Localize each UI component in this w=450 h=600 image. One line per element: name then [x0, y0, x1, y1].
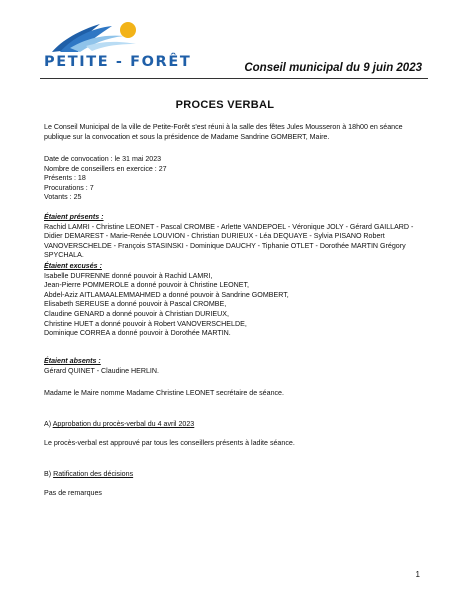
section-a-heading: [44, 420, 416, 430]
logo-swoosh-graphic: [40, 18, 170, 58]
section-a-text: Le procès-verbal est approuvé par tous les conseillers présents à ladite séance.: [44, 438, 295, 447]
section-b-text: Pas de remarques: [44, 488, 102, 497]
excuse-line: Claudine GENARD a donné pouvoir à Christian DURIEUX,: [44, 309, 229, 318]
secretary-text: Madame le Maire nomme Madame Christine LEONET secrétaire de séance.: [44, 389, 284, 397]
document-title: PROCES VERBAL: [175, 99, 275, 111]
excuse-line: Elisabeth SEREUSE a donné pouvoir à Pascal CROMBE,: [44, 300, 227, 309]
section-a-title: Approbation du procès-verbal du 4 avril 2023: [52, 420, 195, 428]
excuse-line: Abdel-Aziz AITLAMAALEMMAHMED a donné pouvoir à Sandrine GOMBERT,: [44, 290, 289, 299]
intro-paragraph: [44, 123, 416, 142]
petite-foret-logo: [40, 18, 192, 74]
excuse-line: Christine HUET a donné pouvoir à Robert VANOVERSCHELDE,: [44, 319, 247, 328]
intro-text: Le Conseil Municipal de la ville de Petite-Forêt s'est réuni à la salle des fêtes Jules Mousseron à 18h00 en séance publique sur la convocation et sous la présidence de Madame Sandrine GOMBERT, Maire.: [44, 123, 403, 141]
section-b: [44, 470, 416, 498]
stat-councillors: Nombre de conseillers en exercice : 27: [44, 164, 167, 173]
attendance-stats: [44, 155, 416, 203]
stat-proxies: Procurations : 7: [44, 183, 94, 192]
presents-section: [44, 213, 416, 261]
section-a: [44, 420, 416, 448]
absents-section: [44, 357, 416, 376]
meeting-title: Conseil municipal du 9 juin 2023: [244, 62, 422, 74]
section-b-heading: [44, 470, 416, 480]
section-b-prefix: B): [44, 470, 52, 478]
secretary-paragraph: [44, 389, 416, 399]
presents-list: Rachid LAMRI - Christine LEONET - Pascal CROMBE - Arlette VANDEPOEL - Véronique JOLY - Gérard GAILLARD - Didier DEMAREST - Marie-Renée LOUVION - Christian DURIEUX - Léa DEQUAYE - Sylvia PISANO Robert VANOVERSCHELDE - François STASINSKI - Dominique DAUCHY - Tiphanie OTLET - Dorothée MARTIN Grégory SPYCHALA.: [44, 222, 414, 260]
presents-heading: Étaient présents :: [44, 213, 104, 221]
page-number: 1: [415, 570, 420, 579]
excuses-section: [44, 262, 416, 339]
absents-heading: Étaient absents :: [44, 357, 101, 365]
stat-convocation: Date de convocation : le 31 mai 2023: [44, 155, 162, 163]
section-a-prefix: A): [44, 420, 52, 428]
header-divider: [40, 78, 428, 79]
stat-present: Présents : 18: [44, 174, 86, 183]
excuse-line: Dominique CORREA a donné pouvoir à Dorothée MARTIN.: [44, 329, 231, 338]
stat-voters: Votants : 25: [44, 193, 82, 202]
excuses-heading: Étaient excusés :: [44, 262, 102, 270]
absents-list: Gérard QUINET - Claudine HERLIN.: [44, 366, 159, 375]
logo-text: PETITE - FORÊT: [44, 54, 192, 70]
excuse-line: Isabelle DUFRENNE donné pouvoir à Rachid LAMRI,: [44, 271, 213, 280]
excuse-line: Jean-Pierre POMMEROLE a donné pouvoir à Christine LEONET,: [44, 281, 250, 290]
section-b-title: Ratification des décisions: [53, 470, 134, 478]
